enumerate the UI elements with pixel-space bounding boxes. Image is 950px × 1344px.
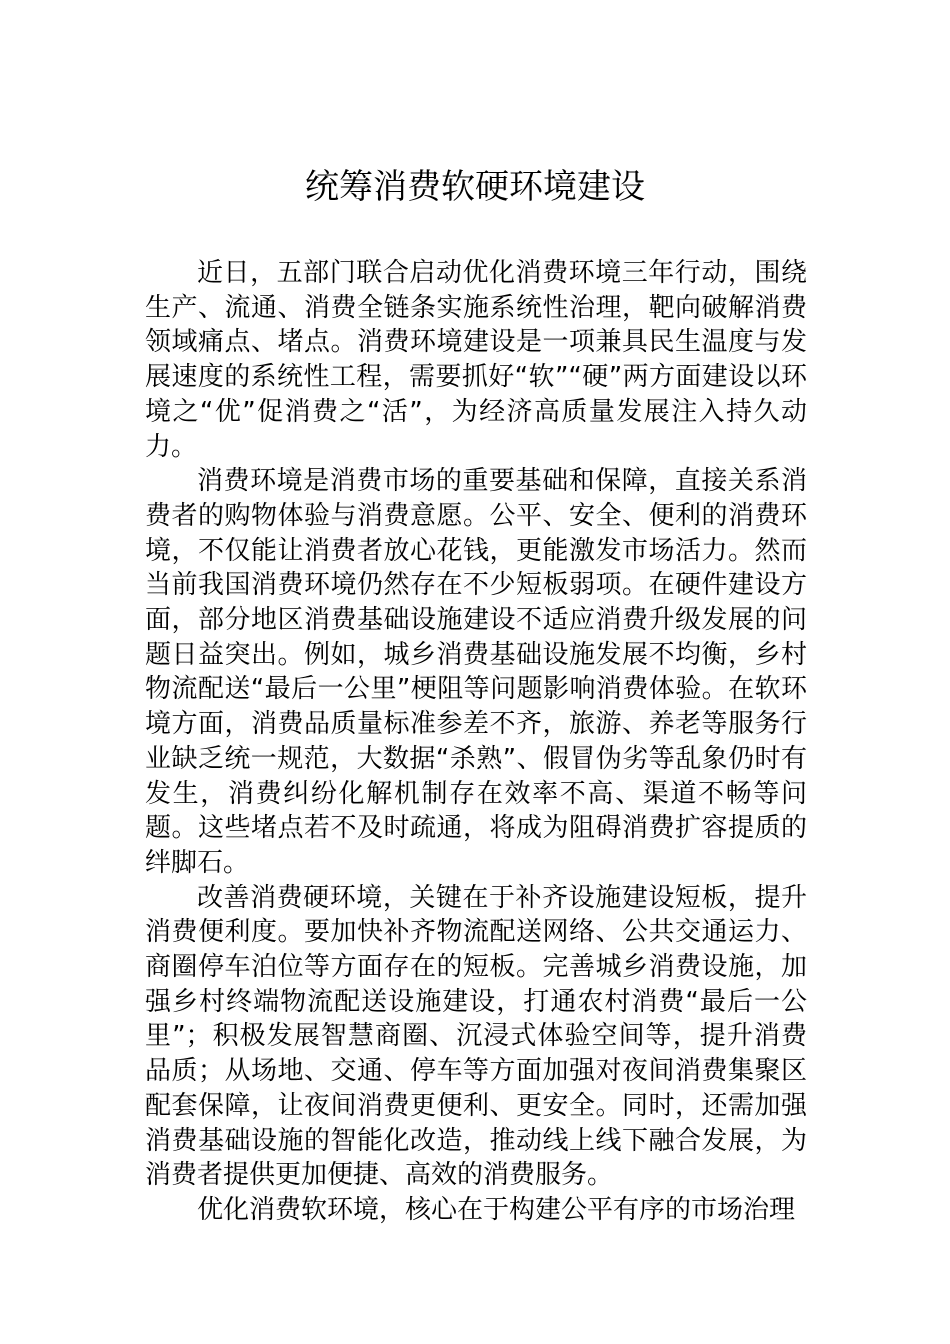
paragraph-1: 近日，五部门联合启动优化消费环境三年行动，围绕生产、流通、消费全链条实施系统性治理，靶向破解消费领域痛点、堵点。消费环境建设是一项兼具民生温度与发展速度的系统性工程，需要抓好“软”“硬”两方面建设以环境之“优”促消费之“活”，为经济高质量发展注入持久动力。 xyxy=(145,258,807,462)
document-body xyxy=(145,256,807,1228)
document-title: 统筹消费软硬环境建设 xyxy=(305,167,645,207)
paragraph-3: 改善消费硬环境，关键在于补齐设施建设短板，提升消费便利度。要加快补齐物流配送网络、公共交通运力、商圈停车泊位等方面存在的短板。完善城乡消费设施，加强乡村终端物流配送设施建设，打通农村消费“最后一公里”；积极发展智慧商圈、沉浸式体验空间等，提升消费品质；从场地、交通、停车等方面加强对夜间消费集聚区配套保障，让夜间消费更便利、更安全。同时，还需加强消费基础设施的智能化改造，推动线上线下融合发展，为消费者提供更加便捷、高效的消费服务。 xyxy=(145,882,807,1191)
paragraph-4: 优化消费软环境，核心在于构建公平有序的市场治理 xyxy=(197,1194,796,1225)
paragraph-2: 消费环境是消费市场的重要基础和保障，直接关系消费者的购物体验与消费意愿。公平、安全、便利的消费环境，不仅能让消费者放心花钱，更能激发市场活力。然而当前我国消费环境仍然存在不少短板弱项。在硬件建设方面，部分地区消费基础设施建设不适应消费升级发展的问题日益突出。例如，城乡消费基础设施发展不均衡，乡村物流配送“最后一公里”梗阻等问题影响消费体验。在软环境方面，消费品质量标准参差不齐，旅游、养老等服务行业缺乏统一规范，大数据“杀熟”、假冒伪劣等乱象仍时有发生，消费纠纷化解机制存在效率不高、渠道不畅等问题。这些堵点若不及时疏通，将成为阻碍消费扩容提质的绊脚石。 xyxy=(145,466,807,878)
